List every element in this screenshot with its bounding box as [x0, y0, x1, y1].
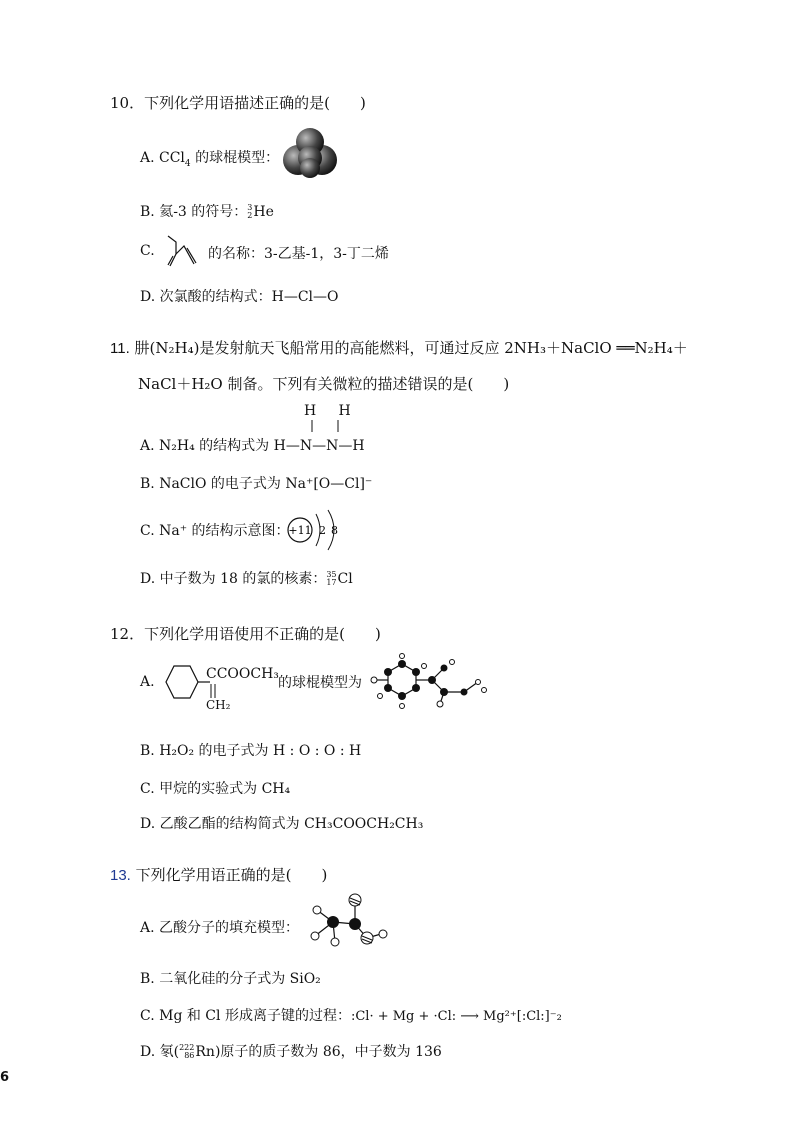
- q11-stem-line2: NaCl＋H₂O 制备。下列有关微粒的描述错误的是( ): [138, 375, 510, 393]
- q11-option-a: A. N₂H₄ 的结构式为 H—N—N—H: [140, 438, 365, 454]
- q10-stem: 10．下列化学用语描述正确的是( ): [110, 94, 366, 112]
- nucleus-charge: +11: [288, 524, 312, 537]
- q13-option-a: A. 乙酸分子的填充模型：: [140, 920, 300, 936]
- q13-option-d: D. 氡( 222 86 Rn)原子的质子数为 86，中子数为 136: [140, 1043, 442, 1060]
- ccl4-ball-stick-model-image: [280, 128, 340, 178]
- q11-option-d: D. 中子数为 18 的氯的核素： 35 17 Cl: [140, 570, 353, 587]
- q13-option-b: B. 二氧化硅的分子式为 SiO₂: [140, 971, 321, 987]
- q11-option-b: B. NaClO 的电子式为 Na⁺[O—Cl]⁻: [140, 476, 373, 492]
- shell-1-count: 2: [319, 524, 326, 537]
- cyclohexane-ring: [162, 664, 202, 704]
- q10-option-b: B. 氦-3 的符号： 3 2 He: [140, 203, 274, 220]
- q10-option-d: D. 次氯酸的结构式：H—Cl—O: [140, 289, 339, 305]
- nuclide-he3: 3 2: [247, 203, 253, 220]
- na-ion-structure-diagram: [286, 508, 346, 554]
- q12-option-d: D. 乙酸乙酯的结构简式为 CH₃COOCH₂CH₃: [140, 816, 424, 832]
- page-number: 6: [0, 1070, 10, 1085]
- q12-option-a: A.: [140, 674, 155, 690]
- acetic-acid-model-image: [305, 890, 395, 952]
- q12-a-ch2: CH₂: [206, 698, 231, 712]
- nuclide-cl35: 35 17: [326, 570, 337, 587]
- n2h4-vertical-bonds: [308, 420, 348, 434]
- q13-stem: 13. 下列化学用语正确的是( ): [110, 866, 328, 884]
- q12-a-model-label: 的球棍模型为: [278, 675, 362, 691]
- q12-option-c: C. 甲烷的实验式为 CH₄: [140, 781, 291, 797]
- q12-a-ester-group: CCOOCH₃: [206, 666, 279, 682]
- q10-option-a: A. CCl$_4$ 的球棍模型：: [140, 150, 280, 169]
- q10-option-c: C.: [140, 243, 155, 259]
- q10-option-c-name: 的名称：3-乙基-1，3-丁二烯: [208, 246, 389, 262]
- q13-option-c: C. Mg 和 Cl 形成离子键的过程：:Cl· + Mg + ·Cl: ⟶ Mg²⁺[:Cl:]⁻₂: [140, 1008, 562, 1024]
- q11-option-c: C. Na⁺ 的结构示意图：: [140, 523, 290, 539]
- q11-stem-line1: 11. 肼(N₂H₄)是发射航天飞船常用的高能燃料，可通过反应 2NH₃＋NaClO ══N₂H₄＋: [110, 339, 688, 357]
- q12-stem: 12．下列化学用语使用不正确的是( ): [110, 625, 381, 643]
- shell-2-count: 8: [331, 524, 338, 537]
- diene-skeletal-structure: [160, 232, 210, 272]
- ball-stick-model-image: [368, 654, 498, 714]
- nuclide-rn222: 222 86: [179, 1043, 195, 1060]
- q12-option-b: B. H₂O₂ 的电子式为 H : O : O : H: [140, 743, 362, 759]
- q11-a-top-hydrogens: H H: [304, 403, 351, 419]
